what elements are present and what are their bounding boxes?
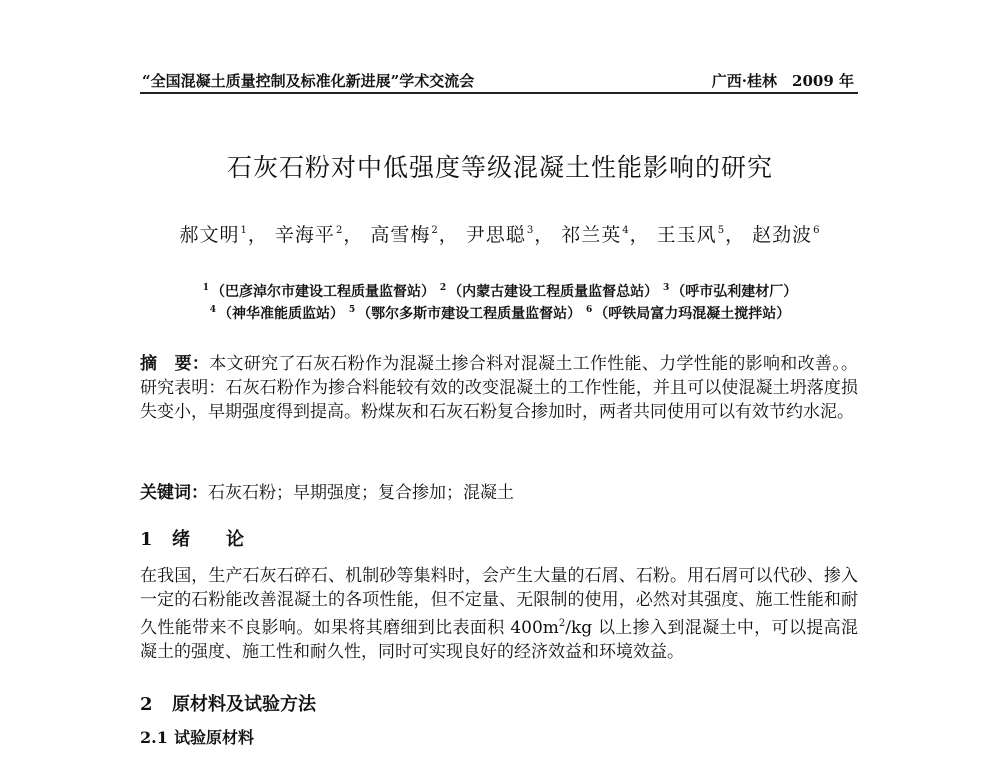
intro-text: 在我国，生产石灰石碎石、机制砂等集料时，会产生大量的石屑、石粉。用石屑可以代砂、掺入一定的石粉能改善混凝土的各项性能，但不定量、无限制的使用，必然对其强度、施工性能和耐久性能带来不良影响。如果将其磨细到比表面积 400m bbox=[140, 566, 858, 638]
affiliation: （鄂尔多斯市建设工程质量监督站） bbox=[357, 306, 582, 322]
affiliation: （神华准能质监站） bbox=[217, 306, 344, 322]
location-year: 广西·桂林 2009 年 bbox=[711, 72, 854, 90]
abstract-label: 摘 要： bbox=[140, 354, 210, 374]
affiliation: （内蒙古建设工程质量监督总站） bbox=[448, 284, 659, 300]
affiliation-mark: 5 bbox=[348, 305, 356, 315]
subsection-title: 试验原材料 bbox=[174, 728, 255, 747]
affiliation-mark: 6 bbox=[586, 305, 593, 315]
affiliation: （呼铁局富力玛混凝土搅拌站） bbox=[594, 306, 791, 322]
conference-name: “全国混凝土质量控制及标准化新进展”学术交流会 bbox=[142, 72, 475, 90]
subsection-number: 2.1 bbox=[140, 728, 168, 747]
author-list: 郝文明$^1$， 辛海平$^2$， 高雪梅$^2$， 尹思聪$^3$， 祁兰英$^4$， 王玉风$^5$， 赵劲波$^6$ bbox=[179, 224, 821, 246]
author-mark: 6 bbox=[813, 225, 821, 236]
author-name: 尹思聪 bbox=[465, 224, 526, 246]
author-name: 祁兰英 bbox=[561, 224, 622, 246]
unit-superscript: 2 bbox=[558, 618, 566, 629]
affiliation-mark: 4 bbox=[209, 305, 216, 315]
affiliation-line bbox=[0, 303, 1000, 323]
section-number: 2 bbox=[140, 694, 153, 715]
author-mark: 3 bbox=[526, 225, 535, 236]
author-mark: 2 bbox=[431, 225, 439, 236]
affiliation-mark: 3 bbox=[663, 283, 670, 293]
author-name: 高雪梅 bbox=[370, 224, 431, 246]
paper-title: 石灰石粉对中低强度等级混凝土性能影响的研究 bbox=[226, 153, 773, 182]
section-title: 绪 论 bbox=[172, 529, 244, 550]
affiliation: （巴彦淖尔市建设工程质量监督站） bbox=[210, 284, 435, 300]
author-mark: 4 bbox=[622, 225, 630, 236]
affiliation: （呼市弘利建材厂） bbox=[671, 284, 798, 300]
section-number: 1 bbox=[140, 529, 153, 550]
author-mark: 5 bbox=[717, 225, 726, 236]
running-header bbox=[140, 68, 858, 94]
author-name: 郝文明 bbox=[179, 224, 240, 246]
author-name: 王玉风 bbox=[656, 224, 717, 246]
affiliation-line bbox=[0, 281, 1000, 301]
intro-paragraph bbox=[140, 564, 858, 664]
section-title: 原材料及试验方法 bbox=[172, 694, 316, 715]
author-mark: 2 bbox=[335, 225, 344, 236]
section-heading-intro bbox=[140, 525, 244, 551]
subsection-heading-materials bbox=[140, 725, 254, 748]
affiliation-mark: 2 bbox=[439, 283, 447, 293]
keywords bbox=[140, 478, 858, 503]
section-heading-materials bbox=[140, 690, 316, 716]
author-mark: 1 bbox=[240, 225, 248, 236]
abstract-text: 本文研究了石灰石粉作为混凝土掺合料对混凝土工作性能、力学性能的影响和改善。。研究表明：石灰石粉作为掺合料能较有效的改变混凝土的工作性能，并且可以使混凝土坍落度损失变小，早期强度得到提高。粉煤灰和石灰石粉复合掺加时，两者共同使用可以有效节约水泥。 bbox=[140, 354, 859, 422]
keywords-text: 石灰石粉；早期强度；复合掺加；混凝土 bbox=[208, 483, 514, 503]
intro-text-cont: /kg 以上掺入到混凝土中，可以提高混凝土的强度、施工性和耐久性，同时可实现良好的经济效益和环境效益。 bbox=[140, 618, 858, 662]
affiliation-mark: 1 bbox=[202, 283, 209, 293]
author-name: 辛海平 bbox=[274, 224, 335, 246]
author-name: 赵劲波 bbox=[752, 224, 813, 246]
keywords-label: 关键词： bbox=[140, 483, 208, 503]
abstract bbox=[140, 352, 858, 424]
